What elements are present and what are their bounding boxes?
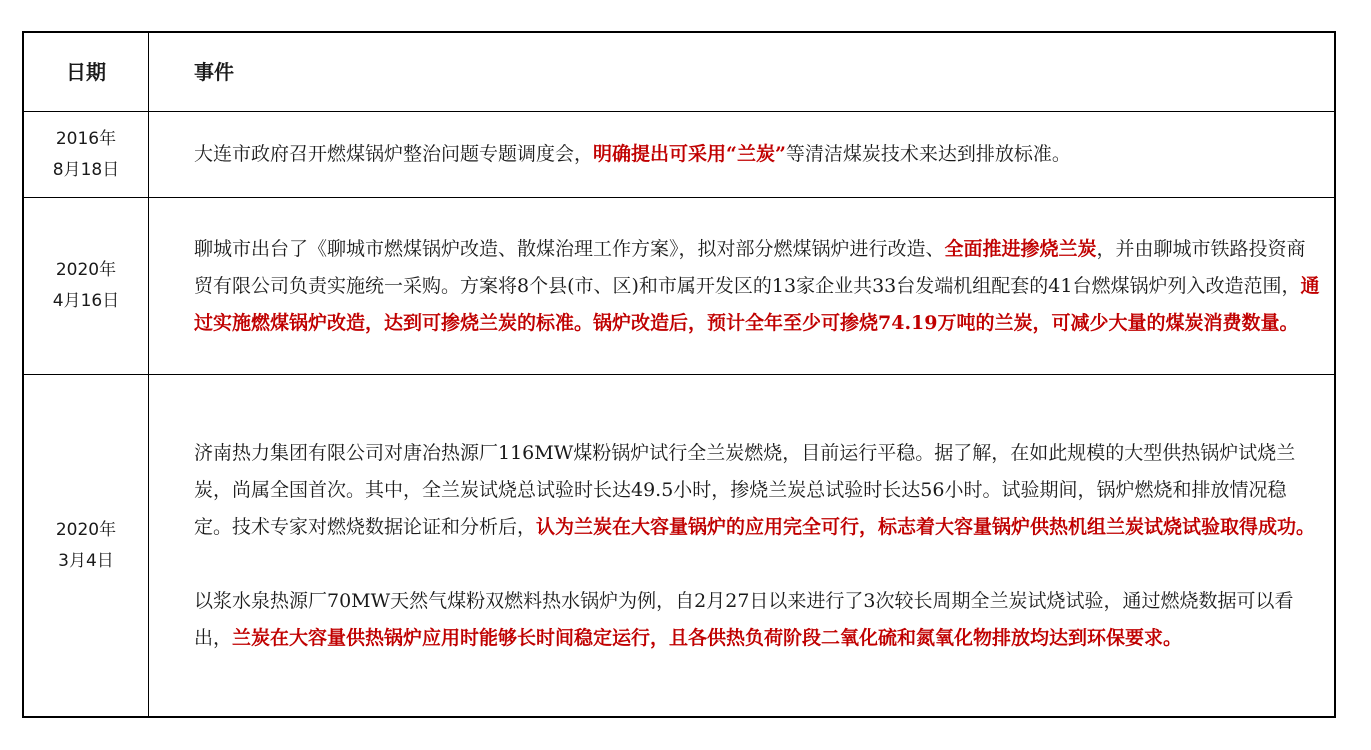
event-paragraph (194, 231, 1320, 342)
date-line: 2016年 (55, 128, 117, 149)
date-text (56, 515, 116, 577)
date-line: 2020年 (55, 519, 117, 540)
event-text: ，并由聊城市铁路投资商贸有限公司负责实施统一采购。方案将8个县(市、区)和市属开发区的13家企业共33台发端机组配套的41台燃煤锅炉列入改造范围， (194, 237, 1306, 297)
date-cell (24, 198, 149, 374)
date-line: 3月4日 (58, 550, 114, 571)
date-line: 4月16日 (52, 291, 120, 311)
table-row (24, 112, 1334, 198)
event-paragraph (194, 136, 1320, 173)
events-table (22, 31, 1336, 718)
event-text: 等清洁煤炭技术来达到排放标准。 (785, 143, 1071, 165)
date-line: 8月18日 (52, 159, 120, 180)
event-text: 聊城市出台了《聊城市燃煤锅炉改造、散煤治理工作方案》，拟对部分燃煤锅炉进行改造、 (194, 237, 945, 260)
date-text (53, 124, 119, 186)
date-line: 2020年 (55, 260, 117, 280)
highlighted-text: 明确提出可采用“兰炭” (593, 143, 786, 165)
date-text (53, 255, 119, 317)
date-cell (24, 112, 149, 197)
event-text: 大连市政府召开燃煤锅炉整治问题专题调度会， (194, 143, 594, 165)
date-cell (24, 375, 149, 716)
header-event-label: 事件 (194, 59, 234, 84)
event-text: 以浆水泉热源厂70MW天然气煤粉双燃料热水锅炉为例，自2月27日以来进行了3次较长周期全兰炭试烧试验，通过燃烧数据可以看出， (194, 589, 1294, 649)
event-text: 济南热力集团有限公司对唐冶热源厂116MW煤粉锅炉试行全兰炭燃烧，目前运行平稳。据了解，在如此规模的大型供热锅炉试烧兰炭，尚属全国首次。其中，全兰炭试烧总试验时长达49.5小时，掺烧兰炭总试验时长达56小时。试验期间，锅炉燃烧和排放情况稳定。技术专家对燃烧数据论证和分析后， (194, 441, 1296, 538)
header-date-cell: 日期 (24, 33, 149, 111)
table-header-row (24, 33, 1334, 112)
event-paragraph (194, 435, 1320, 546)
table-row (24, 375, 1334, 716)
table-row (24, 198, 1334, 375)
highlighted-text: 全面推进掺烧兰炭 (944, 237, 1097, 260)
event-cell (149, 198, 1334, 374)
event-cell (149, 112, 1334, 197)
highlighted-text: 认为兰炭在大容量锅炉的应用完全可行，标志着大容量锅炉供热机组兰炭试烧试验取得成功。 (536, 515, 1316, 538)
highlighted-text: 兰炭在大容量供热锅炉应用时能够长时间稳定运行，且各供热负荷阶段二氧化硫和氮氧化物排放均达到环保要求。 (232, 626, 1183, 649)
event-cell (149, 375, 1334, 716)
header-event-cell (149, 33, 1334, 111)
event-paragraph (194, 583, 1320, 657)
highlighted-text: 通过实施燃煤锅炉改造，达到可掺烧兰炭的标准。锅炉改造后，预计全年至少可掺烧74.19万吨的兰炭，可减少大量的煤炭消费数量。 (194, 274, 1320, 334)
